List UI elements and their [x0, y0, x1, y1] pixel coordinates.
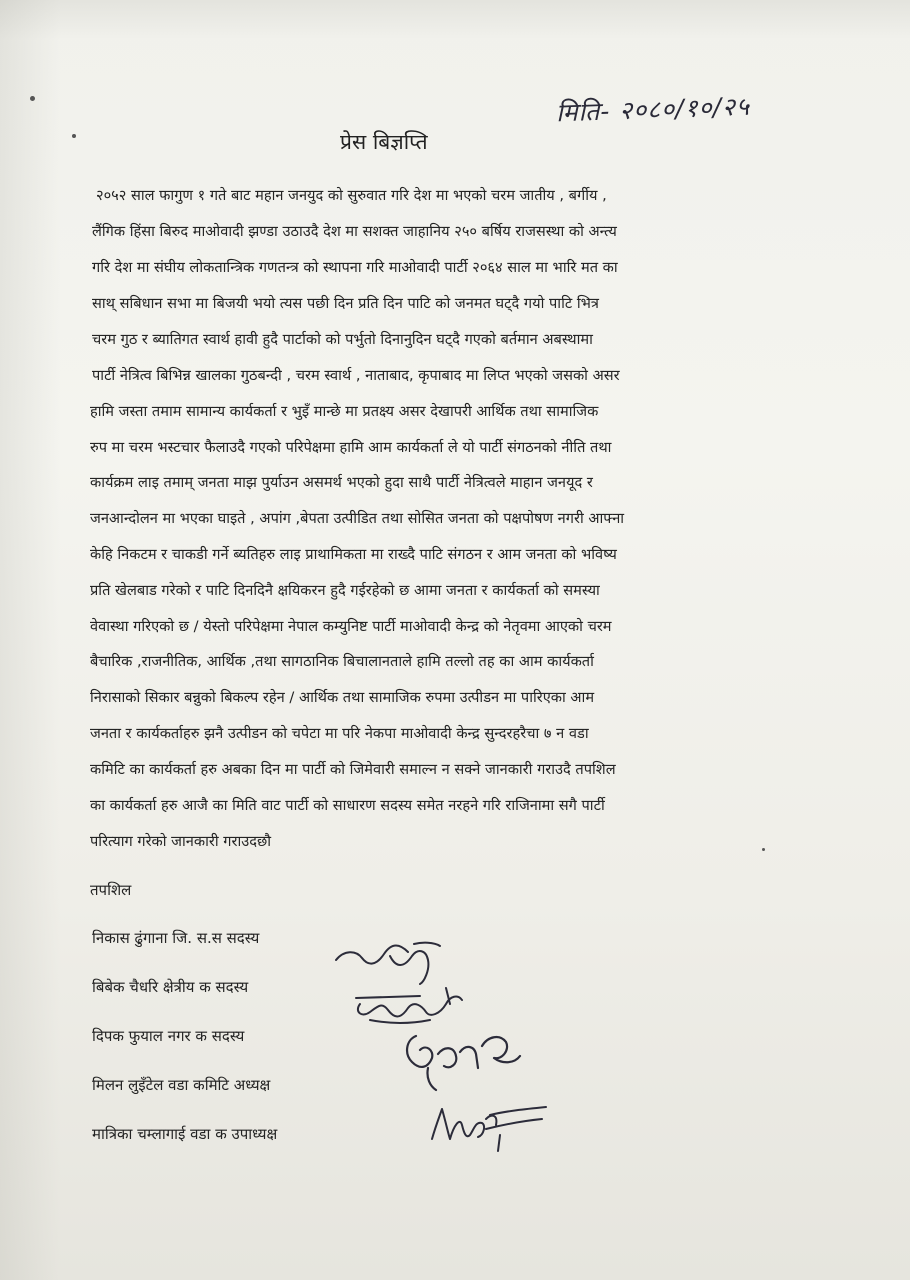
member-name: मिलन लुइँटेल वडा कमिटि अध्यक्ष [92, 1076, 271, 1094]
paper-mark [762, 848, 765, 851]
member-name: मात्रिका चम्लागाई वडा क उपाध्यक्ष [92, 1125, 278, 1143]
body-line: परित्याग गरेको जानकारी गराउदछौ [90, 833, 271, 850]
signature-milan [398, 1024, 528, 1094]
handwritten-date: मिति- २०८०/१०/२५ [555, 91, 751, 128]
body-line: वेवास्था गरिएको छ / येस्तो परिपेक्षमा नेपाल कम्युनिष्ट पार्टी माओवादी केन्द्र को नेतृवमा आएको चरम [90, 618, 612, 635]
body-line: २०५२ साल फागुण १ गते बाट महान जनयुद को सुरुवात गरि देश मा भएको चरम जातीय , बर्गीय , [96, 187, 607, 204]
paper-mark [72, 134, 76, 138]
body-line: साथ् सबिधान सभा मा बिजयी भयो त्यस पछी दिन प्रति दिन पाटि को जनमत घट्दै गयो पाटि भित्र [92, 295, 599, 312]
body-line: कमिटि का कार्यकर्ता हरु अबका दिन मा पार्टी को जिमेवारी समाल्न न सक्ने जानकारी गराउदै तपशिल [90, 761, 616, 778]
body-line: जनआन्दोलन मा भएका घाइते , अपांग ,बेपता उत्पीडित तथा सोसित जनता को पक्षपोषण नगरी आफ्ना [90, 510, 625, 527]
body-line: निरासाको सिकार बन्नुको बिकल्प रहेन / आर्थिक तथा सामाजिक रुपमा उत्पीडन मा पारिएका आम [90, 689, 595, 706]
body-line: रुप मा चरम भस्टचार फैलाउदै गएको परिपेक्षमा हामि आम कार्यकर्ता ले यो पार्टी संगठनको नीति तथा [90, 439, 612, 456]
body-line: केहि निकटम र चाकडी गर्ने ब्यतिहरु लाइ प्राथामिकता मा राख्दै पाटि संगठन र आम जनता को भविष्य [90, 546, 617, 563]
body-line: चरम गुठ र ब्यातिगत स्वार्थ हावी हुदै पार्टाको को पर्भुतो दिनानुदिन घट्दै गएको बर्तमान अबस्थामा [92, 331, 593, 348]
body-line: प्रति खेलबाड गरेको र पाटि दिनदिनै क्षयिकरन हुदै गईरहेको छ आमा जनता र कार्यकर्ता को समस्या [90, 582, 600, 599]
member-name: दिपक फुयाल नगर क सदस्य [92, 1027, 245, 1045]
body-line: लैंगिक हिंसा बिरुद माओवादी झण्डा उठाउदै देश मा सशक्त जाहानिय २५० बर्षिय राजसस्था को अन्त्य [92, 223, 617, 240]
page-title: प्रेस बिज्ञप्ति [340, 130, 428, 154]
body-line: पार्टी नेत्रित्व बिभिन्न खालका गुठबन्दी , चरम स्वार्थ , नाताबाद, कृपाबाद मा लिप्त भएको जसको असर [92, 367, 620, 384]
member-name: बिबेक चैधरि क्षेत्रीय क सदस्य [92, 978, 249, 996]
body-line: हामि जस्ता तमाम सामान्य कार्यकर्ता र भुइँ मान्छे मा प्रतक्ष्य असर देखापरी आर्थिक तथा सामाजिक [90, 403, 599, 420]
list-heading: तपशिल [90, 881, 132, 899]
member-name: निकास ढुंगाना जि. स.स सदस्य [92, 929, 260, 947]
body-line: गरि देश मा संघीय लोकतान्त्रिक गणतन्त्र को स्थापना गरि माओवादी पार्टी २०६४ साल मा भारि मत का [92, 259, 618, 276]
paper-shadow-top [0, 0, 910, 40]
signature-bibek [330, 938, 450, 986]
body-line: बैचारिक ,राजनीतिक, आर्थिक ,तथा सागठानिक बिचालानताले हामि तल्लो तह का आम कार्यकर्ता [90, 653, 594, 670]
body-line: जनता र कार्यकर्ताहरु झनै उत्पीडन को चपेटा मा परि नेकपा माओवादी केन्द्र सुन्दरहरैचा ७ न वडा [90, 725, 589, 742]
paper-mark [30, 96, 35, 101]
body-line: का कार्यकर्ता हरु आजै का मिति वाट पार्टी को साधारण सदस्य समेत नरहने गरि राजिनामा सगै पार्टी [90, 797, 605, 814]
body-line: कार्यक्रम लाइ तमाम् जनता माझ पुर्याउन असमर्थ भएको हुदा साथै पार्टी नेत्रित्वले माहान जनयूद र [90, 474, 593, 491]
signature-matrika [426, 1095, 556, 1155]
paper-shadow-left [0, 0, 60, 1280]
